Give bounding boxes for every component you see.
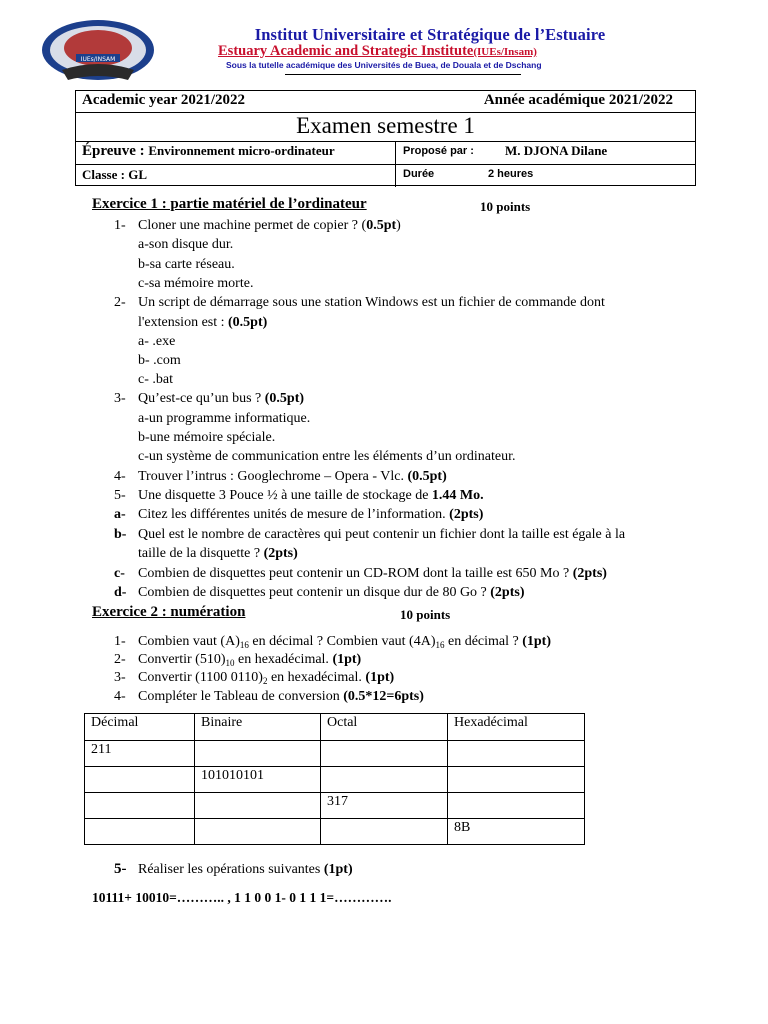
qc-text: Combien de disquettes peut contenir un CD-ROM dont la taille est 650 Mo ? (2pts) [138, 566, 607, 581]
table-cell [321, 741, 448, 767]
qd-text: Combien de disquettes peut contenir un disque dur de 80 Go ? (2pts) [138, 585, 525, 600]
propose-label: Proposé par : [403, 145, 474, 157]
table-cell [448, 793, 585, 819]
q1-option-c: c-sa mémoire morte. [138, 276, 254, 291]
institution-name-fr: Institut Universitaire et Stratégique de l’Estuaire [254, 25, 606, 44]
table-row [85, 741, 585, 767]
q3-option-b: b-une mémoire spéciale. [138, 430, 276, 445]
q3-option-a: a-un programme informatique. [138, 411, 311, 426]
e2-q1-number: 1- [114, 634, 126, 649]
exam-title: Examen semestre 1 [296, 113, 475, 138]
tutelle-line: Sous la tutelle académique des Universités de Buea, de Douala et de Dschang [226, 60, 542, 70]
exam-info-table [75, 90, 696, 186]
institute-logo [40, 14, 156, 84]
table-header: Binaire [195, 714, 321, 741]
table-row [85, 819, 585, 845]
epreuve-label: Épreuve : [82, 143, 145, 159]
e2-q2-text: Convertir $(510)_{10}$ en hexadécimal. (1pt) [138, 652, 362, 668]
table-cell: 8B [448, 819, 585, 845]
q2-number: 2- [114, 295, 126, 310]
duree-label: Durée [403, 168, 435, 180]
table-header-row [85, 714, 585, 741]
propose-value: M. DJONA Dilane [505, 143, 608, 158]
year-row [76, 91, 695, 113]
q1-option-a: a-son disque dur. [138, 237, 234, 252]
q2-option-b: b- .com [138, 353, 181, 368]
q3-text: Qu’est-ce qu’un bus ? (0.5pt) [138, 391, 305, 406]
q1-option-b: b-sa carte réseau. [138, 257, 235, 272]
q1-number: 1- [114, 218, 126, 233]
table-cell: 211 [85, 741, 195, 767]
info-table-divider [395, 142, 396, 187]
exercise2-title: Exercice 2 : numération [92, 604, 246, 620]
qb-number: b- [114, 527, 127, 542]
institution-name-en-text: Estuary Academic and Strategic Institute [218, 43, 474, 59]
exercise1-title: Exercice 1 : partie matériel de l’ordinateur [92, 196, 367, 212]
conversion-table [84, 713, 585, 845]
classe-row [76, 165, 695, 187]
q2-option-a: a- .exe [138, 334, 176, 349]
duree-value: 2 heures [488, 168, 534, 180]
table-header: Hexadécimal [448, 714, 585, 741]
e2-q2-number: 2- [114, 652, 126, 667]
q3-number: 3- [114, 391, 126, 406]
title-row [76, 113, 695, 142]
table-cell [448, 741, 585, 767]
q2-option-c: c- .bat [138, 372, 173, 387]
e2-q3-number: 3- [114, 670, 126, 685]
q2-text-cont: l'extension est : (0.5pt) [138, 315, 268, 330]
e2-q5-number: 5- [114, 861, 127, 877]
table-cell [195, 819, 321, 845]
e2-q3-text: Convertir (1100 $0110)_2$ en hexadécimal. (1pt) [138, 670, 395, 686]
table-cell [195, 793, 321, 819]
header-divider [285, 74, 521, 75]
academic-year-fr: Année académique 2021/2022 [483, 92, 673, 108]
table-header: Décimal [85, 714, 195, 741]
epreuve-cell [82, 143, 335, 160]
e2-q4-number: 4- [114, 689, 126, 704]
table-cell: 101010101 [195, 767, 321, 793]
table-cell [85, 819, 195, 845]
table-row [85, 767, 585, 793]
classe: Classe : GL [82, 167, 147, 182]
table-header: Octal [321, 714, 448, 741]
qb-text-cont: taille de la disquette ? (2pts) [138, 546, 298, 561]
institution-abbr: (IUEs/Insam) [473, 46, 537, 58]
table-row [85, 793, 585, 819]
q5-number: 5- [114, 488, 126, 503]
qa-number: a- [114, 507, 126, 522]
e2-q1-text: Combien vaut $(A)_{16}$ en décimal ? Combien vaut $(4A)_{16}$ en décimal ? (1pt) [138, 634, 552, 650]
logo-text: IUEs/INSAM [80, 56, 116, 63]
operations-line: 10111+ 10010=……….. , 1 1 0 0 1- 0 1 1 1=…………. [92, 890, 392, 905]
qa-text: Citez les différentes unités de mesure de l’information. (2pts) [138, 507, 484, 522]
academic-year-en: Academic year 2021/2022 [82, 92, 246, 108]
table-cell [85, 767, 195, 793]
e2-q4-text: Compléter le Tableau de conversion (0.5*12=6pts) [138, 689, 424, 704]
table-cell [195, 741, 321, 767]
q4-text: Trouver l’intrus : Googlechrome – Opera - Vlc. (0.5pt) [138, 469, 447, 484]
table-cell [85, 793, 195, 819]
q2-text: Un script de démarrage sous une station Windows est un fichier de commande dont [138, 295, 605, 310]
q1-text: Cloner une machine permet de copier ? (0.5pt) [138, 218, 401, 233]
table-cell [321, 819, 448, 845]
table-cell [321, 767, 448, 793]
qc-number: c- [114, 566, 125, 581]
table-cell: 317 [321, 793, 448, 819]
q4-number: 4- [114, 469, 126, 484]
epreuve-value: Environnement micro-ordinateur [148, 143, 335, 158]
exercise1-points: 10 points [480, 199, 531, 214]
q5-text: Une disquette 3 Pouce ½ à une taille de stockage de 1.44 Mo. [138, 488, 484, 503]
q3-option-c: c-un système de communication entre les éléments d’un ordinateur. [138, 449, 516, 464]
e2-q5-text: Réaliser les opérations suivantes (1pt) [138, 862, 353, 877]
qb-text: Quel est le nombre de caractères qui peut contenir un fichier dont la taille est égale à la [138, 527, 626, 542]
qd-number: d- [114, 585, 127, 600]
exercise2-points: 10 points [400, 607, 451, 622]
epreuve-row [76, 142, 695, 165]
institution-name-en [218, 43, 537, 60]
table-cell [448, 767, 585, 793]
